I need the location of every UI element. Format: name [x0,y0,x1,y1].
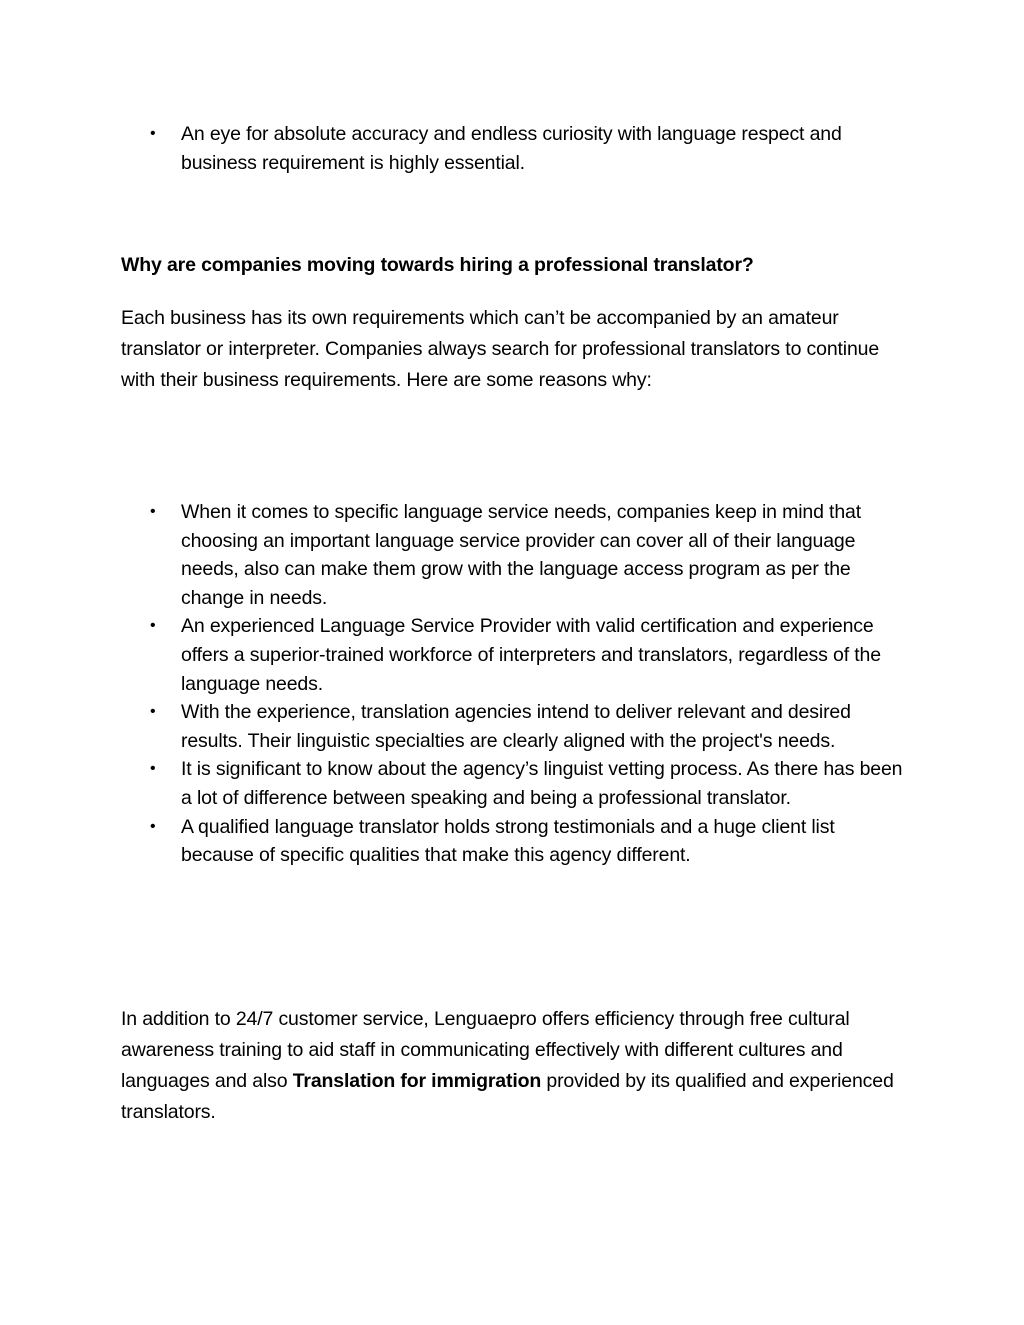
list-item [148,120,908,177]
bullet-icon: • [150,703,156,721]
list-item [148,813,908,870]
list-item [148,755,908,812]
list-item [148,498,908,612]
closing-text-end: provided by its qualified and experienced translators. [121,1070,894,1123]
reasons-bullet-list [148,498,908,870]
translation-for-immigration-phrase: Translation for immigration [292,1070,542,1092]
list-item-text: A qualified language translator holds strong testimonials and a huge client list because of specific qualities that make this agency different. [181,815,835,867]
bullet-icon: • [150,817,156,835]
list-item-text: With the experience, translation agencies intend to deliver relevant and desired results. Their linguistic specialties are clearly aligned with the project's needs. [181,701,851,752]
bullet-icon: • [150,617,156,635]
list-item [148,698,908,755]
list-item-text: An eye for absolute accuracy and endless curiosity with language respect and business requirement is highly essential. [181,123,842,174]
list-item-text: It is significant to know about the agency’s linguist vetting process. As there has been a lot of difference between speaking and being a professional translator. [181,758,903,809]
list-item-text: When it comes to specific language service needs, companies keep in mind that choosing an important language service provider can cover all of their language needs, also can make them grow with the language access program as per the change in needs. [181,501,861,609]
bullet-icon: • [150,125,156,142]
section-heading: Why are companies moving towards hiring a professional translator? [121,254,754,276]
top-bullet-list [148,120,908,177]
intro-paragraph: Each business has its own requirements which can’t be accompanied by an amateur translator or interpreter. Companies always search for professional translators to continue with their business requirements. Here are some reasons why: [121,307,880,391]
list-item [148,612,908,698]
bullet-icon: • [150,503,156,520]
closing-paragraph [121,1004,911,1128]
closing-text-start: In addition to 24/7 customer service, Lenguaepro offers efficiency through free cultural awareness training to aid staff in communicating effectively with different cultures and languages and also [121,1008,850,1092]
list-item-text: An experienced Language Service Provider with valid certification and experience offers a superior-trained workforce of interpreters and translators, regardless of the language needs. [181,615,881,695]
bullet-icon: • [150,760,156,778]
